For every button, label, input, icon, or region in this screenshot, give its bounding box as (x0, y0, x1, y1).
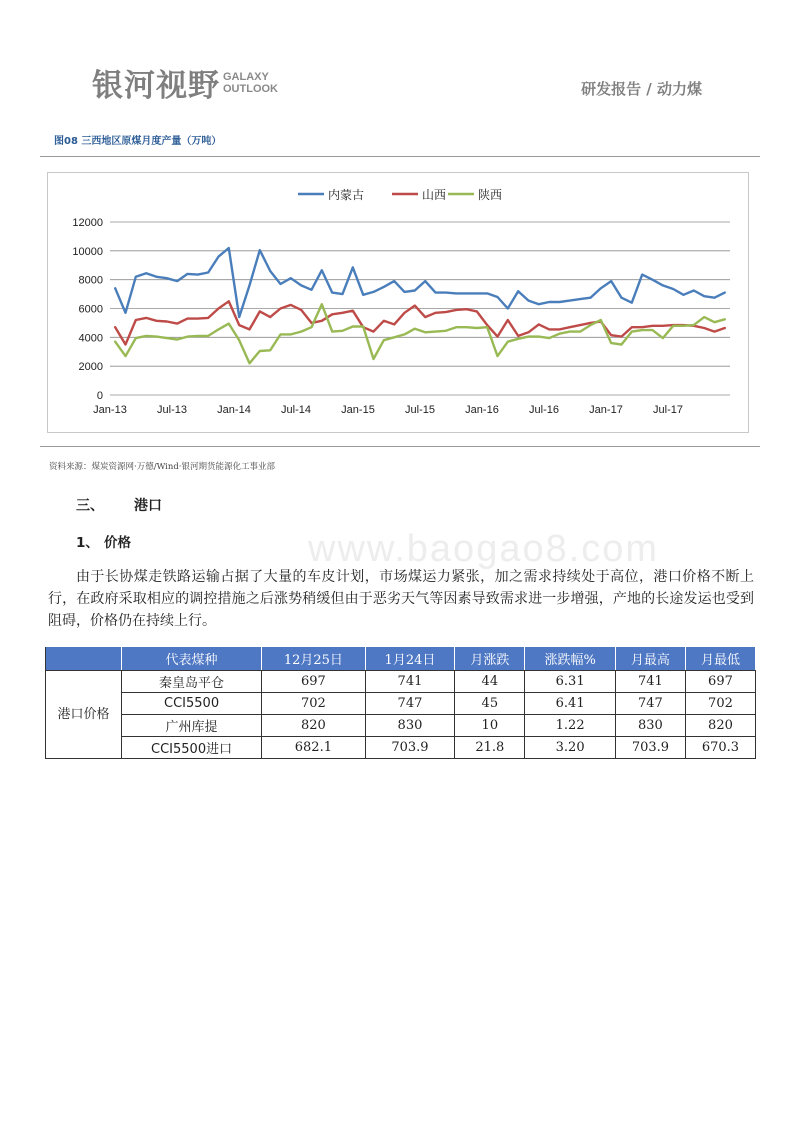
y-tick-label: 2000 (78, 361, 103, 374)
galaxy-outlook-logo (92, 60, 278, 105)
table-cell: 6.41 (525, 693, 616, 715)
table-cell: 21.8 (455, 737, 525, 759)
section-number: 三、 (76, 498, 104, 514)
legend-label: 内蒙古 (328, 188, 365, 202)
table-cell: 830 (365, 715, 455, 737)
logo-en-line2: OUTLOOK (223, 82, 278, 95)
section-title: 港口 (134, 498, 162, 514)
legend-label: 陕西 (478, 188, 503, 202)
y-tick-label: 12000 (72, 217, 103, 229)
table-cell: 702 (685, 693, 755, 715)
table-header-cell: 代表煤种 (122, 647, 262, 671)
logo-en-text (223, 71, 278, 95)
table-cell: CCI5500 (122, 693, 262, 715)
table-row-header: 港口价格 (46, 671, 122, 759)
report-category-tag: 研发报告 / 动力煤 (581, 80, 702, 98)
x-tick-label: Jul-15 (405, 404, 435, 416)
table-cell: 703.9 (615, 737, 685, 759)
series-line-2 (115, 301, 725, 344)
x-tick-label: Jul-13 (157, 404, 187, 416)
y-tick-label: 10000 (72, 245, 103, 258)
table-cell: 44 (455, 671, 525, 693)
x-tick-label: Jan-17 (589, 404, 623, 416)
series-line-1 (115, 248, 725, 317)
x-tick-label: Jan-16 (465, 404, 499, 416)
body-paragraph: 由于长协煤走铁路运输占据了大量的车皮计划，市场煤运力紧张，加之需求持续处于高位，港口价格不断上行，在政府采取相应的调控措施之后涨势稍缓但由于恶劣天气等因素导致需求进一步增强，产地的长途发运也受到阻碍，价格仍在持续上行。 (48, 569, 754, 629)
table-cell: 830 (615, 715, 685, 737)
x-tick-label: Jul-16 (529, 404, 559, 416)
y-axis (72, 217, 103, 402)
table-cell: 820 (685, 715, 755, 737)
table-cell: CCI5500进口 (122, 737, 262, 759)
table-cell: 703.9 (365, 737, 455, 759)
logo-cn-text: 银河视野 (92, 68, 220, 104)
table-cell: 747 (615, 693, 685, 715)
logo-en-line1: GALAXY (223, 70, 269, 83)
table-cell: 747 (365, 693, 455, 715)
table-cell: 广州库提 (122, 715, 262, 737)
section-heading (76, 495, 162, 515)
port-price-table (45, 646, 756, 759)
table-header-cell: 12月25日 (262, 647, 365, 671)
table-header-cell: 涨跌幅% (525, 647, 616, 671)
y-tick-label: 6000 (78, 303, 103, 316)
production-line-chart (47, 172, 749, 433)
y-tick-label: 4000 (78, 332, 103, 345)
figure-caption: 图08 三西地区原煤月度产量（万吨） (54, 136, 222, 147)
table-header-cell: 月涨跌 (455, 647, 525, 671)
table-header-cell: 1月24日 (365, 647, 455, 671)
top-divider (40, 156, 760, 157)
table-cell: 10 (455, 715, 525, 737)
x-tick-label: Jan-15 (341, 404, 375, 416)
chart-legend (298, 187, 502, 202)
table-cell: 670.3 (685, 737, 755, 759)
table-row (46, 693, 756, 715)
table-cell: 697 (262, 671, 365, 693)
table-header-row (46, 647, 756, 671)
subsection-heading (76, 531, 131, 551)
table-cell: 45 (455, 693, 525, 715)
bottom-divider (40, 446, 760, 447)
table-cell: 682.1 (262, 737, 365, 759)
chart-svg (48, 173, 748, 432)
y-tick-label: 8000 (78, 274, 103, 287)
table-cell: 3.20 (525, 737, 616, 759)
table-header-cell: 月最高 (615, 647, 685, 671)
table-cell: 741 (615, 671, 685, 693)
subsection-number: 1、 (76, 535, 99, 551)
table-cell: 702 (262, 693, 365, 715)
figure-source: 资料来源：煤炭资源网·万德/Wind·银河期货能源化工事业部 (49, 462, 275, 472)
x-tick-label: Jul-17 (653, 404, 683, 416)
table-row (46, 715, 756, 737)
x-tick-label: Jan-13 (93, 404, 127, 416)
table-header-blank (46, 647, 122, 671)
table-cell: 6.31 (525, 671, 616, 693)
table-header-cell: 月最低 (685, 647, 755, 671)
x-tick-label: Jul-14 (281, 404, 311, 416)
x-tick-label: Jan-14 (217, 404, 251, 416)
chart-grid (110, 222, 730, 366)
table-cell: 697 (685, 671, 755, 693)
table-row (46, 671, 756, 693)
subsection-title: 价格 (104, 535, 131, 551)
table-cell: 820 (262, 715, 365, 737)
y-tick-label: 0 (96, 390, 103, 402)
legend-label: 山西 (422, 188, 447, 202)
table-cell: 1.22 (525, 715, 616, 737)
table-cell: 秦皇岛平仓 (122, 671, 262, 693)
table-row (46, 737, 756, 759)
watermark: www.baogao8.com (308, 528, 660, 570)
table-cell: 741 (365, 671, 455, 693)
chart-series (115, 248, 725, 363)
x-axis (93, 395, 730, 416)
